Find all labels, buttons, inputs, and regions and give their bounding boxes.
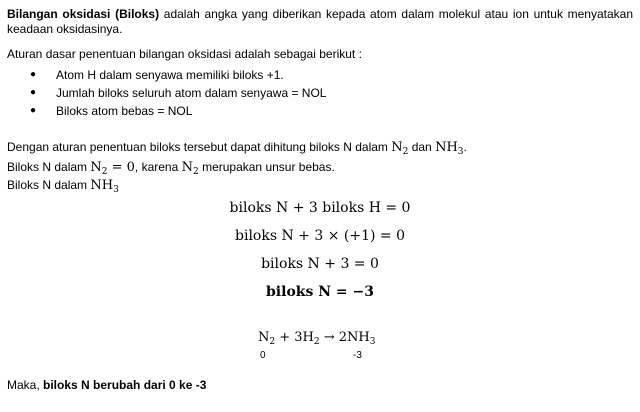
nh3-species: NH: [90, 178, 114, 193]
product-nh3: → 2NH: [319, 330, 370, 345]
n2-subscript: 2: [402, 147, 409, 157]
bullet-icon: ●: [30, 69, 37, 80]
n2-species: N: [181, 160, 193, 175]
rule-text: Biloks atom bebas = NOL: [56, 104, 193, 118]
n2-species: N: [90, 160, 102, 175]
nh3-subscript: 3: [457, 147, 464, 157]
equation-result: biloks N = −3: [266, 284, 374, 300]
nh3-species: NH: [435, 140, 458, 155]
equation-step-1: biloks N + 3 biloks H = 0: [229, 200, 411, 216]
intro-paragraph: [7, 7, 633, 37]
and-word: dan: [408, 140, 436, 154]
conclusion-bold: biloks N berubah dari 0 ke -3: [43, 378, 207, 392]
reactant-h2: + 3H: [275, 330, 314, 345]
n2-line-prefix: Biloks N dalam: [7, 160, 91, 174]
n2-subscript: 2: [193, 167, 199, 177]
product-nh3-subscript: 3: [369, 337, 376, 347]
nh3-line-prefix: Biloks N dalam: [7, 178, 91, 192]
reactant-h2-subscript: 2: [313, 337, 320, 347]
intro-term: Bilangan oksidasi (Biloks): [7, 7, 160, 21]
reactant-n2-subscript: 2: [269, 337, 276, 347]
list-item: [30, 84, 326, 102]
calc-intro-line: [7, 140, 467, 155]
nh3-biloks-line: [7, 178, 119, 193]
n2-biloks-line: [7, 160, 335, 175]
n2-equals-zero: = 0: [107, 160, 135, 175]
conclusion-line: [7, 378, 206, 393]
rules-heading: Aturan dasar penentuan bilangan oksidasi adalah sebagai berikut :: [7, 47, 362, 61]
n2-formula: [90, 160, 135, 175]
period: .: [463, 140, 467, 154]
equation-step-3: biloks N + 3 = 0: [261, 256, 379, 272]
equation-step-2: biloks N + 3 × (+1) = 0: [235, 228, 405, 244]
n2-line-suffix: merupakan unsur bebas.: [198, 160, 335, 174]
bullet-icon: ●: [30, 105, 37, 116]
n2-formula: [182, 160, 199, 175]
list-item: [30, 102, 326, 120]
n2-subscript: 2: [101, 167, 108, 177]
list-item: [30, 66, 326, 84]
rule-text: Jumlah biloks seluruh atom dalam senyawa = NOL: [56, 86, 327, 100]
oxidation-state-left: 0: [260, 350, 266, 361]
reaction-equation: [258, 330, 375, 345]
rule-text: Atom H dalam senyawa memiliki biloks +1.: [56, 68, 284, 82]
n2-species: N: [391, 140, 403, 155]
reactant-n2: N: [258, 330, 270, 345]
nh3-formula: [435, 140, 463, 155]
intro-definition: adalah angka yang diberikan kepada atom dalam molekul atau ion untuk menyatakan keadaan oksidasinya.: [7, 7, 634, 36]
conclusion-prefix: Maka,: [7, 378, 44, 392]
n2-line-mid: , karena: [134, 160, 182, 174]
rules-list: [30, 66, 326, 120]
nh3-subscript: 3: [113, 185, 119, 195]
bullet-icon: ●: [30, 87, 37, 98]
n2-formula: [391, 140, 408, 155]
calc-intro-text: Dengan aturan penentuan biloks tersebut dapat dihitung biloks N dalam: [7, 140, 392, 154]
oxidation-state-right: -3: [353, 350, 362, 361]
nh3-formula: [90, 178, 118, 193]
